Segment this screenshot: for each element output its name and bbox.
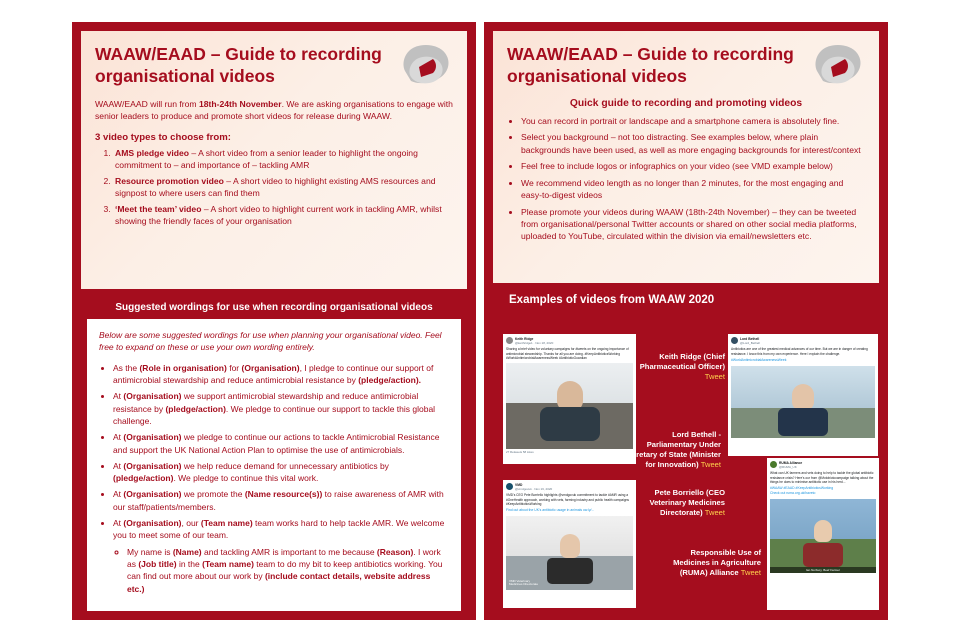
right-header-card: [493, 31, 879, 283]
left-intro-dates: 18th-24th November: [198, 98, 282, 109]
list-item: • At (Organisation) we pledge to continue our actions to tackle Antimicrobial Resistance and support the UK National Action Plan to optimise the use of antimicrobials.: [113, 431, 449, 456]
tweet-link[interactable]: Tweet: [704, 507, 725, 517]
example-caption-lord-bethell: [621, 430, 721, 469]
tweet-body: Antibiotics are one of the greatest medical advances of our time. But we are in danger of creating resistance. I know this from my own experience. Here I explain the challenge.: [731, 347, 868, 356]
tweet-author: VMD: [515, 483, 523, 487]
suggested-wordings-box: [87, 319, 461, 611]
list-item: • Feel free to include logos or infographics on your video (see VMD example below): [521, 160, 865, 172]
tweet-video-thumbnail[interactable]: [506, 516, 633, 590]
tweet-card-lord-bethell[interactable]: [728, 334, 878, 456]
right-panel: [484, 22, 888, 620]
vmd-overlay-logo: VMD Veterinary Medicines Directorate: [509, 578, 539, 587]
tweet-header: [770, 461, 876, 469]
list-item: [113, 175, 453, 200]
example-caption-keith-ridge: [639, 352, 725, 382]
tweet-handle: @Lord_Bethell: [740, 341, 760, 346]
suggested-wordings-section: [81, 294, 467, 611]
example-name: Pete Borriello (CEO Veterinary Medicines Directorate): [649, 488, 725, 517]
right-title: WAAW/EAAD – Guide to recording organisational videos: [507, 44, 794, 87]
tweet-handle: @keithridge1 · Nov 18, 2020: [515, 341, 554, 346]
list-item: • At (Organisation) we support antimicrobial stewardship and reduce antimicrobial resistance by (pledge/action). We pledge to continue our support to tackle this global challenge.: [113, 390, 449, 427]
avatar: [506, 483, 513, 490]
example-caption-ruma: [657, 548, 761, 578]
tweet-link[interactable]: Tweet: [700, 459, 721, 469]
tweet-header: [506, 337, 633, 345]
left-intro-after: . We are asking organisations to engage with senior leaders to produce and promote short videos for release during WAAW.: [95, 98, 453, 122]
tweet-link[interactable]: Tweet: [740, 567, 761, 577]
list-item: • Select you background – not too distracting. See examples below, where plain backgrounds have been used, as well as more engaging backgrounds for interest/context: [521, 131, 865, 156]
tweet-video-thumbnail[interactable]: [731, 366, 875, 438]
left-intro-before: WAAW/EAAD will run from: [95, 98, 199, 109]
tweet-hashtag[interactable]: #WAAW #EAAD #KeepAntibioticsWorking: [770, 486, 834, 491]
tweet-author: Keith Ridge: [515, 337, 534, 341]
left-title: WAAW/EAAD – Guide to recording organisational videos: [95, 44, 382, 87]
examples-header: Examples of videos from WAAW 2020: [509, 294, 715, 306]
avatar: [731, 337, 738, 344]
tweet-header: [731, 337, 875, 345]
tweet-body: VMD's CEO Pete Borriello highlights @vmdgovuk commitment to tackle #AMR using a #OneHealth approach, working with vets, farming industry and public health campaigns #KeepAntibioticsWorking: [506, 493, 629, 507]
suggested-wordings-sublist: [113, 546, 449, 595]
list-item: • As the (Role in organisation) for (Organisation), I pledge to continue our support of antimicrobial stewardship and reduce antimicrobial resistance by (pledge/action).: [113, 362, 449, 387]
left-header-card: [81, 31, 467, 289]
tweet-card-keith-ridge[interactable]: [503, 334, 636, 464]
quick-guide-list: [507, 115, 865, 243]
tweet-handle: @RUMA_UK: [779, 465, 797, 470]
left-subhead: 3 video types to choose from:: [95, 131, 231, 143]
hand-pill-logo-icon-right: [807, 37, 869, 95]
avatar: [770, 461, 777, 468]
tweet-author: RUMA Alliance: [779, 461, 803, 465]
list-item: • We recommend video length as no longer than 2 minutes, for the most engaging and easy-to-digest videos: [521, 177, 865, 202]
examples-grid: [493, 310, 879, 620]
video-type-3-text: – A short video to highlight current work in tackling AMR, whilst showing the friendly faces of your organisation: [115, 203, 442, 226]
tweet-author: Lord Bethell: [740, 337, 760, 341]
list-item: • At (Organisation) we promote the (Name resource(s)) to raise awareness of AMR with our staff/patients/members.: [113, 488, 449, 513]
list-item: • You can record in portrait or landscape and a smartphone camera is absolutely fine.: [521, 115, 865, 127]
suggested-wordings-header: Suggested wordings for use when recording organisational videos: [115, 302, 433, 313]
tweet-handle: @vmdgovuk · Nov 16, 2020: [515, 487, 553, 492]
examples-section: [493, 288, 879, 611]
suggested-wordings-list: [99, 362, 449, 595]
example-name: Lord Bethell - Parliamentary Under Secretary of State (Minister for Innovation): [622, 430, 721, 469]
tweet-card-ruma[interactable]: [767, 458, 879, 610]
list-item: • Please promote your videos during WAAW (18th-24th November) – they can be tweeted from organisational/personal Twitter accounts or shared on other social media platforms, uploaded to YouTube, circulated within the division via email/newsletters etc.: [521, 206, 865, 243]
left-panel: [72, 22, 476, 620]
video-type-2-text: – A short video to highlight existing AMS resources and signpost to where users can find them: [115, 175, 436, 199]
tweet-link[interactable]: Tweet: [704, 371, 725, 381]
list-item: [113, 147, 453, 172]
tweet-hashtag[interactable]: #WorldAntimicrobialAwarenessWeek: [731, 358, 787, 363]
tweet-stats: 27 Retweets 58 Likes: [506, 450, 534, 455]
example-caption-pete-borriello: [639, 488, 725, 518]
tweet-video-thumbnail[interactable]: [770, 499, 876, 573]
tweet-body: What can UK farmers and vets doing to help to tackle the global antibiotic resistance crisis? Here's our from @Motobiotocampaign talking about the things he does to minimise antibiotic use in his herd...: [770, 471, 874, 485]
video-type-2-label: Resource promotion video: [115, 175, 224, 186]
video-type-3-label: ‘Meet the team’ video: [115, 203, 202, 214]
avatar: [506, 337, 513, 344]
tweet-extra-link[interactable]: Find out about the UK's antibiotic usage in animals ow.ly/...: [506, 508, 595, 513]
example-name: Keith Ridge (Chief Pharmaceutical Officer): [639, 352, 725, 371]
tweet-video-thumbnail[interactable]: [506, 363, 633, 449]
tweet-card-pete-borriello[interactable]: [503, 480, 636, 608]
video-caption-overlay: Ian Norbury, Beef Farmer: [770, 567, 876, 573]
list-item: ◦ My name is (Name) and tackling AMR is important to me because (Reason). I work as (Job title) in the (Team name) team to do my bit to keep antibiotics working. You can find out more about our work by (include contact details, website address etc.): [127, 546, 449, 595]
list-item: • At (Organisation), our (Team name) team works hard to help tackle AMR. We welcome you to meet some of our team. ◦ My name is (Name) and tackling AMR is important to me because (Reason). I work as (Job title) in the (Team name) team to do my bit to keep antibiotics working. You can find out more about our work by (include contact details, website address etc.): [113, 517, 449, 595]
video-type-1-label: AMS pledge video: [115, 147, 190, 158]
example-name: Responsible Use of Medicines in Agriculture (RUMA) Alliance: [673, 548, 761, 577]
tweet-header: [506, 483, 633, 491]
left-intro: [95, 98, 453, 123]
video-type-1-text: – A short video from a senior leader to highlight the ongoing commitment to – and importance of – tackling AMR: [115, 147, 418, 171]
list-item: • At (Organisation) we help reduce demand for unnecessary antibiotics by (pledge/action). We pledge to continue this vital work.: [113, 460, 449, 485]
video-type-list: [95, 147, 453, 228]
tweet-body: Sharing a brief video for voluntary campaigns for #tweets on the ongoing importance of antimicrobial stewardship. Thanks for all you are doing. #KeepAntibioticsWorking #WorldAntimicrobialAwarenessWeek #AntibioticGuardian: [506, 347, 629, 361]
quick-guide-title: Quick guide to recording and promoting videos: [569, 97, 803, 109]
hand-pill-logo-icon: [395, 37, 457, 95]
suggested-wordings-intro: Below are some suggested wordings for use when planning your organisational video. Feel free to expand on these or use your own wording entirely.: [99, 330, 442, 353]
list-item: [113, 203, 453, 228]
tweet-extra-link[interactable]: Check out ruma.org.uk/haveto: [770, 491, 816, 496]
